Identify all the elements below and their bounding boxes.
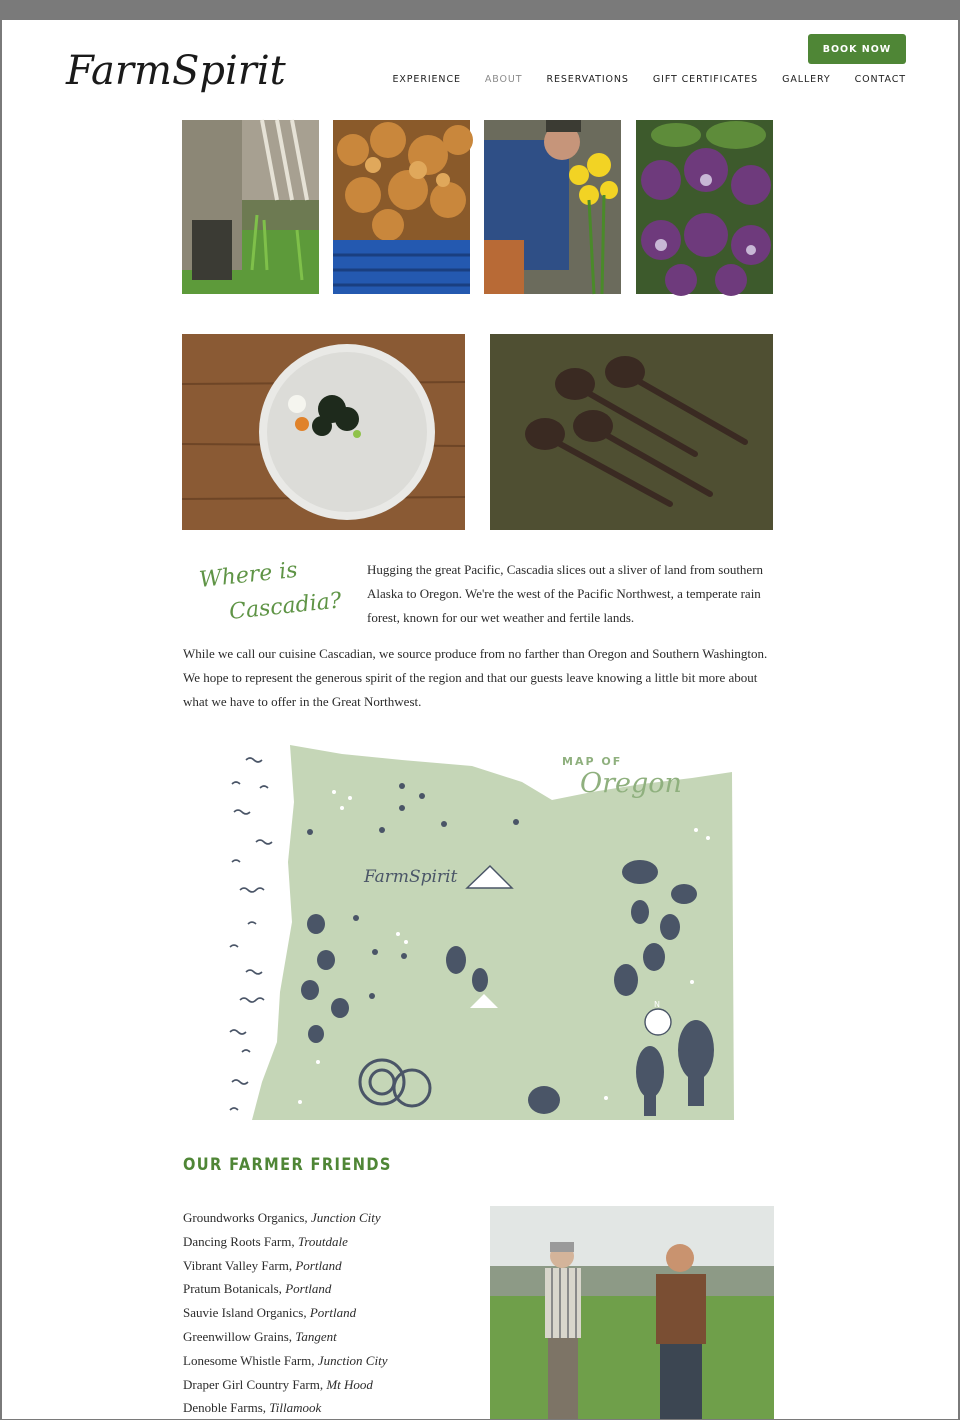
farm-name: Vibrant Valley Farm,	[183, 1257, 293, 1273]
main-nav	[368, 74, 906, 85]
list-item	[183, 1254, 387, 1278]
page	[2, 20, 958, 1419]
list-item	[183, 1206, 387, 1230]
farm-city: Troutdale	[297, 1233, 348, 1249]
nav-gift-certificates[interactable]: GIFT CERTIFICATES	[652, 74, 759, 85]
heading-line1: Where is	[198, 557, 299, 593]
nav-experience[interactable]: EXPERIENCE	[392, 74, 461, 85]
farm-city: Portland	[309, 1305, 357, 1321]
where-is-cascadia-heading	[192, 557, 342, 627]
list-item	[183, 1277, 387, 1301]
wooden-spoons-photo	[490, 334, 773, 530]
chanterelle-mushrooms-photo	[333, 120, 470, 294]
farmer-friends-title: OUR FARMER FRIENDS	[183, 1155, 392, 1175]
farm-name: Dancing Roots Farm,	[183, 1233, 295, 1249]
plated-dish-photo	[182, 334, 465, 530]
farm-name: Sauvie Island Organics,	[183, 1305, 307, 1321]
cascadia-intro-text: Hugging the great Pacific, Cascadia slices out a sliver of land from southern Alaska to Oregon. We're the west of the Pacific Northwest, a temperate rain forest, known for our wet weather and fertile lands.	[367, 562, 764, 625]
list-item	[183, 1301, 387, 1325]
farmspirit-logo[interactable]	[64, 38, 286, 100]
kohlrabi-photo	[636, 120, 773, 294]
farm-city: Mt Hood	[326, 1376, 373, 1392]
farm-city: Portland	[285, 1281, 332, 1297]
list-item	[183, 1349, 387, 1373]
map-title-oregon: Oregon	[580, 768, 682, 799]
farmer-with-daffodils-photo	[484, 120, 621, 294]
book-now-button[interactable]: BOOK NOW	[808, 34, 906, 64]
farm-name: Lonesome Whistle Farm,	[183, 1352, 315, 1368]
heading-line2: Cascadia?	[228, 588, 343, 625]
farmers-walking-field-photo	[490, 1206, 774, 1419]
oregon-map	[222, 742, 742, 1127]
farm-city: Junction City	[310, 1210, 381, 1225]
farm-name: Denoble Farms,	[183, 1400, 267, 1416]
farmer-planting-photo	[182, 120, 319, 294]
nav-reservations[interactable]: RESERVATIONS	[546, 74, 629, 85]
list-item	[183, 1373, 387, 1397]
list-item	[183, 1230, 387, 1254]
farm-name: Groundworks Organics,	[183, 1210, 308, 1225]
compass-label: N	[654, 1000, 660, 1009]
farm-name: Pratum Botanicals,	[183, 1281, 282, 1297]
logo-text: FarmSpirit	[66, 48, 286, 94]
farm-city: Portland	[295, 1257, 342, 1273]
list-item	[183, 1396, 387, 1420]
map-logo-text: FarmSpirit	[364, 867, 458, 887]
map-title-small: MAP OF	[562, 755, 623, 768]
nav-gallery[interactable]: GALLERY	[782, 74, 831, 85]
list-item	[183, 1325, 387, 1349]
cuisine-paragraph: While we call our cuisine Cascadian, we source produce from no farther than Oregon and Southern Washington. We hope to represent the generous spirit of the region and that our guests leave knowing a little bit more about what we have to offer in the Great Northwest.	[183, 646, 768, 709]
farm-list	[183, 1206, 387, 1420]
farm-city: Tangent	[295, 1328, 337, 1344]
farm-name: Draper Girl Country Farm,	[183, 1376, 324, 1392]
farm-name: Greenwillow Grains,	[183, 1328, 293, 1344]
nav-about[interactable]: ABOUT	[484, 74, 523, 85]
farm-city: Junction City	[317, 1352, 388, 1368]
farm-city: Tillamook	[269, 1400, 322, 1416]
nav-contact[interactable]: CONTACT	[854, 74, 906, 85]
